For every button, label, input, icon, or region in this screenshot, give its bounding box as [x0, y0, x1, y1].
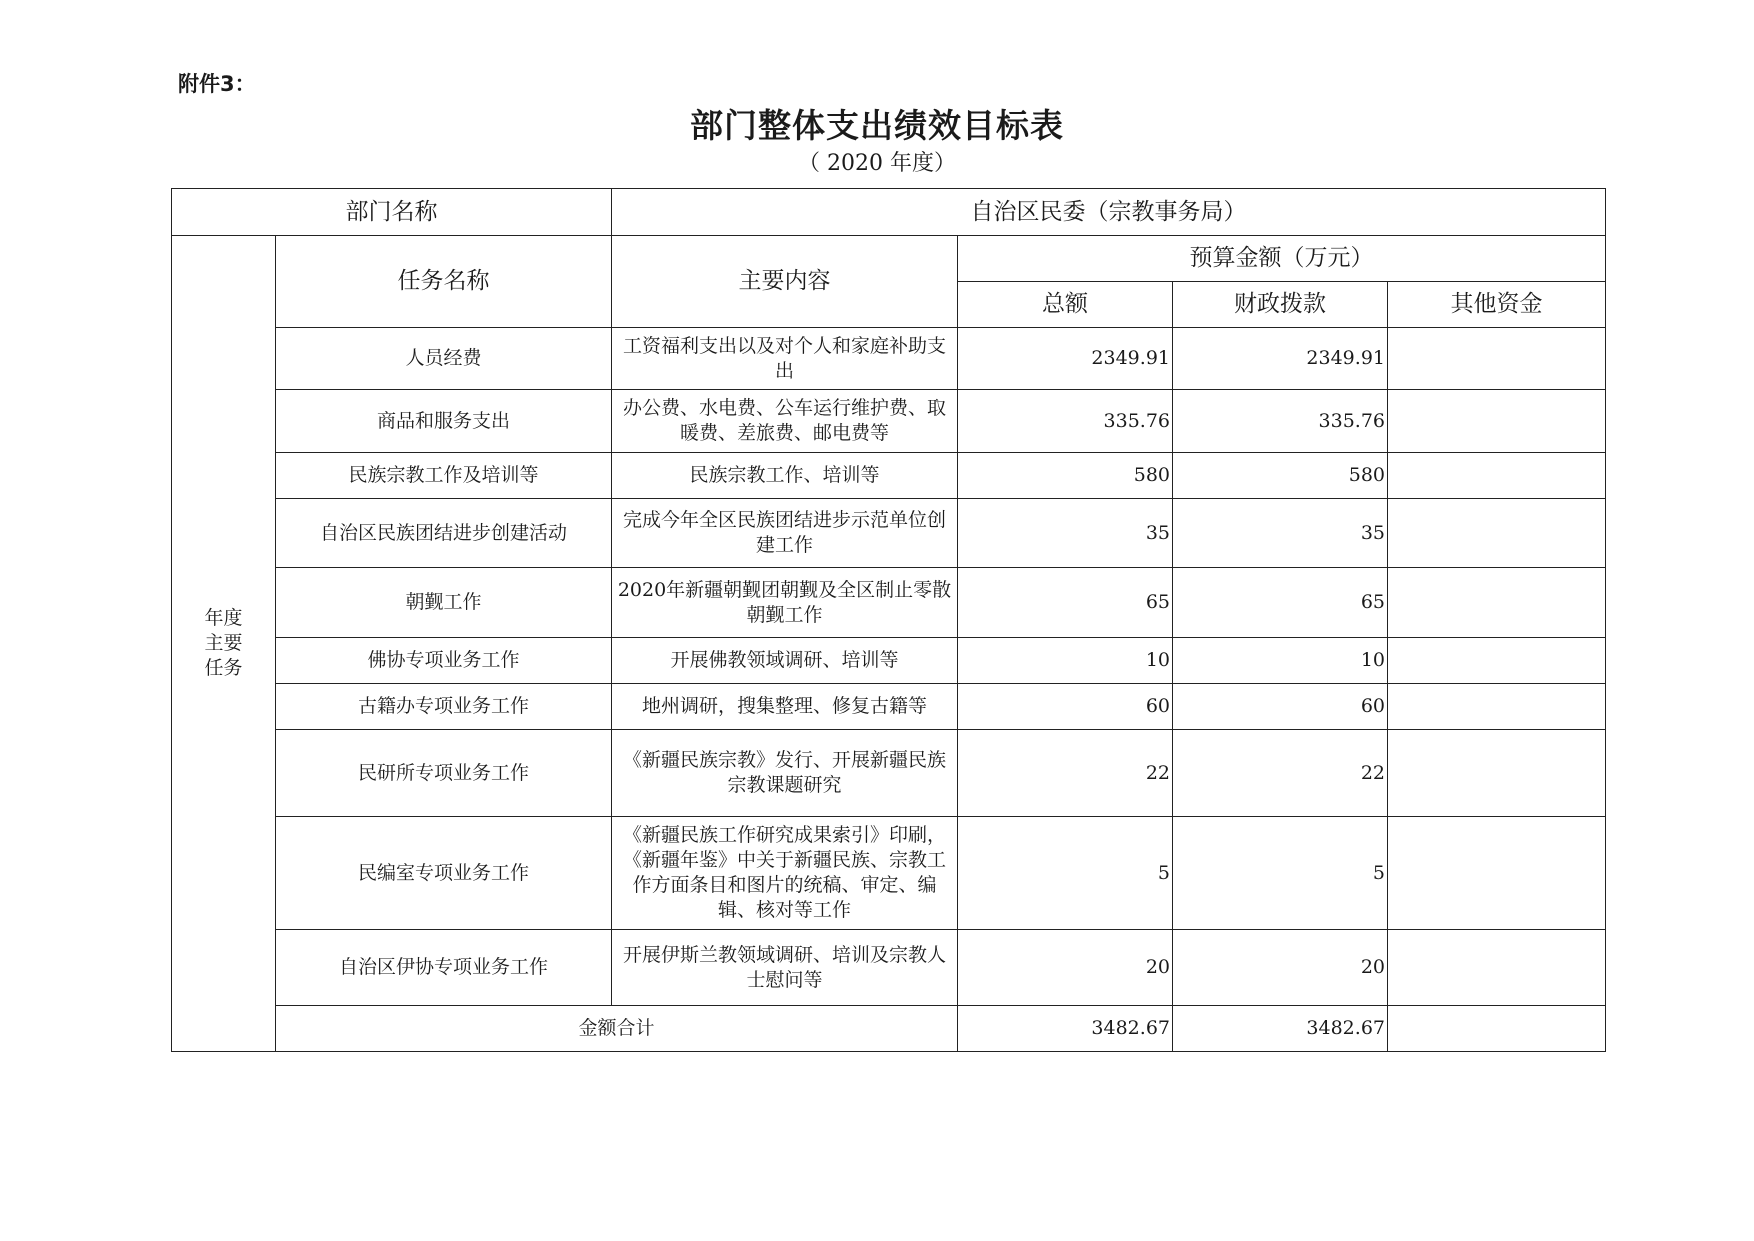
table-row	[172, 499, 1606, 568]
dept-name-label: 部门名称	[172, 189, 612, 236]
main-content-cell: 办公费、水电费、公车运行维护费、取暖费、差旅费、邮电费等	[612, 390, 958, 453]
table-row	[172, 328, 1606, 390]
task-name-cell: 自治区伊协专项业务工作	[276, 930, 612, 1006]
other-funds-cell	[1388, 638, 1606, 684]
page-subtitle: （ 2020 年度）	[798, 151, 956, 176]
task-name-cell: 朝觐工作	[276, 568, 612, 638]
fiscal-amount-cell: 22	[1173, 730, 1388, 817]
table-row	[172, 638, 1606, 684]
main-content-cell: 地州调研，搜集整理、修复古籍等	[612, 684, 958, 730]
fiscal-amount-cell: 580	[1173, 453, 1388, 499]
fiscal-amount-cell: 20	[1173, 930, 1388, 1006]
fiscal-amount-cell: 65	[1173, 568, 1388, 638]
side-label-line: 年度	[204, 607, 243, 629]
other-funds-cell	[1388, 568, 1606, 638]
total-amount-cell: 10	[958, 638, 1173, 684]
main-content-cell: 《新疆民族工作研究成果索引》印刷，《新疆年鉴》中关于新疆民族、宗教工作方面条目和图片的统稿、审定、编辑、核对等工作	[612, 817, 958, 930]
other-funds-cell	[1388, 930, 1606, 1006]
sum-total-cell: 3482.67	[958, 1006, 1173, 1052]
main-content-cell: 完成今年全区民族团结进步示范单位创建工作	[612, 499, 958, 568]
sum-row	[172, 1006, 1606, 1052]
dept-name-value: 自治区民委（宗教事务局）	[612, 189, 1606, 236]
total-amount-cell: 2349.91	[958, 328, 1173, 390]
header-row-1	[172, 236, 1606, 282]
col-budget-amount: 预算金额（万元）	[958, 236, 1606, 282]
total-amount-cell: 5	[958, 817, 1173, 930]
table-row	[172, 684, 1606, 730]
other-funds-cell	[1388, 328, 1606, 390]
fiscal-amount-cell: 60	[1173, 684, 1388, 730]
task-name-cell: 民族宗教工作及培训等	[276, 453, 612, 499]
task-name-cell: 民编室专项业务工作	[276, 817, 612, 930]
other-funds-cell	[1388, 730, 1606, 817]
table-row	[172, 453, 1606, 499]
sum-label: 金额合计	[276, 1006, 958, 1052]
performance-target-table	[171, 188, 1606, 1052]
attachment-label: 附件3：	[178, 72, 256, 96]
other-funds-cell	[1388, 684, 1606, 730]
task-name-cell: 人员经费	[276, 328, 612, 390]
main-content-cell: 《新疆民族宗教》发行、开展新疆民族宗教课题研究	[612, 730, 958, 817]
total-amount-cell: 35	[958, 499, 1173, 568]
dept-row	[172, 189, 1606, 236]
col-other-funds: 其他资金	[1388, 282, 1606, 328]
other-funds-cell	[1388, 499, 1606, 568]
col-fiscal-allocation: 财政拨款	[1173, 282, 1388, 328]
table-row	[172, 568, 1606, 638]
total-amount-cell: 60	[958, 684, 1173, 730]
side-label-line: 任务	[204, 657, 243, 679]
main-content-cell: 开展佛教领域调研、培训等	[612, 638, 958, 684]
total-amount-cell: 22	[958, 730, 1173, 817]
table-row	[172, 817, 1606, 930]
other-funds-cell	[1388, 453, 1606, 499]
table-row	[172, 930, 1606, 1006]
other-funds-cell	[1388, 390, 1606, 453]
task-name-cell: 民研所专项业务工作	[276, 730, 612, 817]
col-task-name: 任务名称	[276, 236, 612, 328]
total-amount-cell: 335.76	[958, 390, 1173, 453]
side-label-line: 主要	[204, 632, 243, 654]
main-content-cell: 工资福利支出以及对个人和家庭补助支出	[612, 328, 958, 390]
fiscal-amount-cell: 35	[1173, 499, 1388, 568]
fiscal-amount-cell: 10	[1173, 638, 1388, 684]
task-name-cell: 自治区民族团结进步创建活动	[276, 499, 612, 568]
annual-main-tasks-label	[172, 236, 276, 1052]
task-name-cell: 商品和服务支出	[276, 390, 612, 453]
col-main-content: 主要内容	[612, 236, 958, 328]
main-content-cell: 开展伊斯兰教领域调研、培训及宗教人士慰问等	[612, 930, 958, 1006]
main-content-cell: 2020年新疆朝觐团朝觐及全区制止零散朝觐工作	[612, 568, 958, 638]
table-row	[172, 390, 1606, 453]
task-name-cell: 佛协专项业务工作	[276, 638, 612, 684]
total-amount-cell: 65	[958, 568, 1173, 638]
sum-other-cell	[1388, 1006, 1606, 1052]
table-row	[172, 730, 1606, 817]
fiscal-amount-cell: 5	[1173, 817, 1388, 930]
total-amount-cell: 580	[958, 453, 1173, 499]
col-total: 总额	[958, 282, 1173, 328]
total-amount-cell: 20	[958, 930, 1173, 1006]
fiscal-amount-cell: 335.76	[1173, 390, 1388, 453]
fiscal-amount-cell: 2349.91	[1173, 328, 1388, 390]
main-content-cell: 民族宗教工作、培训等	[612, 453, 958, 499]
task-name-cell: 古籍办专项业务工作	[276, 684, 612, 730]
sum-fiscal-cell: 3482.67	[1173, 1006, 1388, 1052]
other-funds-cell	[1388, 817, 1606, 930]
page-title: 部门整体支出绩效目标表	[690, 106, 1064, 145]
